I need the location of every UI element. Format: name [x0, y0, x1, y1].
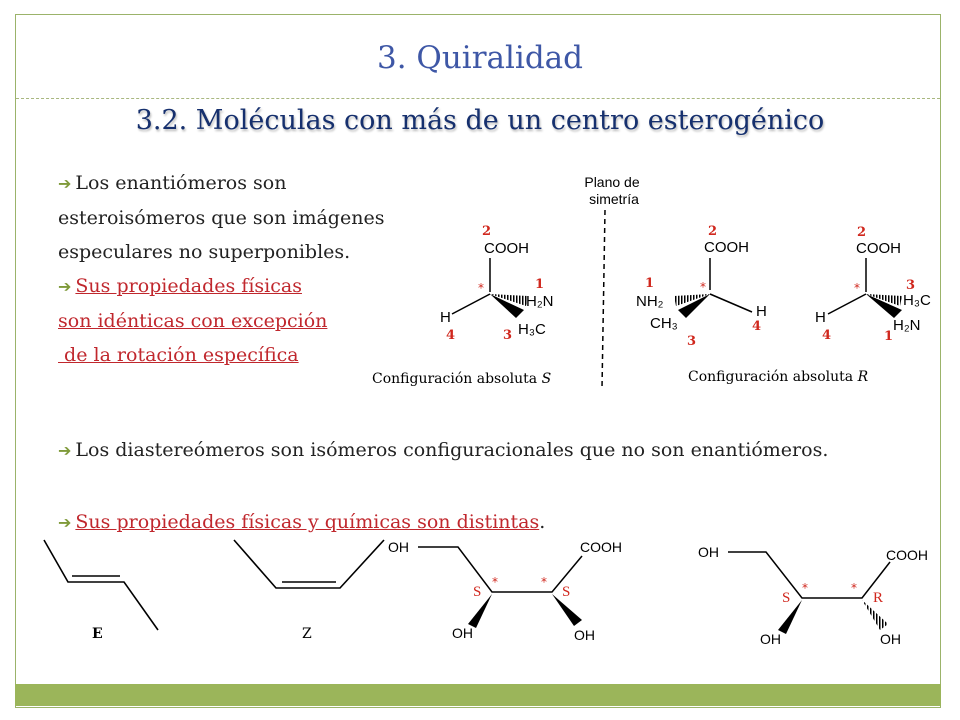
mol1-h3c: H₃C [518, 321, 546, 338]
config-s-text: Configuración absoluta [372, 371, 542, 387]
mol3-h3c: H₃C [903, 292, 931, 309]
plane-label-2: simetría [589, 191, 639, 207]
sr-oh-left: OH [760, 631, 781, 647]
bottom-bar [15, 684, 941, 706]
e-alkene-skeleton [44, 540, 158, 630]
label-z: Z [302, 626, 312, 642]
molecule-2-r [636, 224, 767, 349]
slide-subtitle: 3.2. Moléculas con más de un centro esterogénico [135, 105, 825, 136]
ss-s-1: S [473, 584, 482, 600]
ss-star-2: * [541, 575, 547, 589]
mol3-num-h2n: 1 [884, 329, 894, 344]
mol3-bond-h [828, 294, 866, 314]
mol1-num-h3c: 3 [503, 328, 513, 343]
enantiomers-line-2: esteroisómeros que son imágenes [58, 207, 385, 229]
mol2-num-h: 4 [752, 319, 762, 334]
mol3-num-h3c: 3 [906, 278, 916, 293]
mol1-h2n: H₂N [526, 293, 554, 310]
z-alkene-skeleton [234, 540, 384, 588]
mol3-h: H [815, 309, 826, 326]
plane-label-1: Plano de [584, 174, 640, 190]
sr-r-2: R [873, 590, 884, 606]
ss-s-2: S [562, 584, 571, 600]
ss-oh-left: OH [452, 625, 473, 641]
config-r-label [688, 369, 869, 385]
molecule-ss [388, 539, 622, 643]
config-s-label [372, 371, 551, 387]
mol1-num-h: 4 [446, 328, 456, 343]
ss-skeleton [418, 547, 582, 592]
sr-oh-top: OH [698, 544, 719, 560]
mol2-bond-h [710, 294, 752, 312]
enantiomers-line-3: especulares no superponibles. [58, 241, 351, 263]
config-r-text: Configuración absoluta [688, 369, 858, 385]
diastereomers-period: . [539, 511, 546, 533]
mol1-bond-h [452, 294, 490, 314]
arrow-right-icon: ➔ [58, 277, 72, 296]
enantiomers-prop-text-1: Sus propiedades físicas [75, 275, 302, 297]
mol2-ch3: CH₃ [650, 315, 678, 332]
mol2-num-cooh: 2 [708, 224, 718, 239]
sr-star-1: * [802, 581, 808, 595]
mol1-h: H [440, 309, 451, 326]
mol1-num-h2n: 1 [535, 277, 545, 292]
mol3-cooh: COOH [856, 240, 901, 257]
mol3-num-cooh: 2 [857, 225, 867, 240]
z-alkene [234, 540, 384, 642]
arrow-right-icon: ➔ [58, 174, 72, 193]
config-r-letter: R [857, 369, 869, 385]
sr-s-1: S [782, 590, 791, 606]
ss-star-1: * [492, 575, 498, 589]
arrow-right-icon: ➔ [58, 441, 72, 460]
mol3-h2n: H₂N [893, 317, 921, 334]
molecule-1-s [440, 224, 554, 343]
mol1-star: * [478, 281, 484, 295]
mol2-star: * [700, 280, 706, 294]
arrow-right-icon: ➔ [58, 513, 72, 532]
mol1-cooh: COOH [484, 240, 529, 257]
e-alkene [44, 540, 158, 642]
sr-cooh: COOH [886, 547, 928, 563]
molecule-3-s [815, 225, 931, 344]
mol3-star: * [854, 281, 860, 295]
mol2-num-nh2: 1 [645, 276, 655, 291]
ss-oh-right: OH [574, 627, 595, 643]
enantiomers-text-1: Los enantiómeros son [75, 172, 287, 194]
mol2-h: H [756, 303, 767, 320]
sr-skeleton [728, 552, 890, 598]
mol1-num-cooh: 2 [482, 224, 492, 239]
mol2-cooh: COOH [704, 239, 749, 256]
mol2-num-ch3: 3 [687, 334, 697, 349]
diastereomers-prop-text: Sus propiedades físicas y químicas son distintas [75, 511, 540, 533]
enantiomers-prop-text-2: son idénticas con excepción [58, 310, 328, 332]
mol3-num-h: 4 [822, 328, 832, 343]
ss-cooh: COOH [580, 539, 622, 555]
slide-title: 3. Quiralidad [376, 40, 584, 76]
mol2-nh2: NH₂ [636, 293, 664, 310]
symmetry-plane-line [602, 210, 605, 388]
enantiomers-prop-text-3: de la rotación específica [58, 344, 299, 366]
sr-star-2: * [851, 581, 857, 595]
label-e: E [92, 626, 103, 642]
diastereomers-text: Los diastereómeros son isómeros configuracionales que no son enantiómeros. [75, 439, 829, 461]
sr-oh-right: OH [880, 631, 901, 647]
config-s-letter: S [541, 371, 552, 387]
ss-oh-top: OH [388, 539, 409, 555]
molecule-sr [698, 544, 928, 647]
